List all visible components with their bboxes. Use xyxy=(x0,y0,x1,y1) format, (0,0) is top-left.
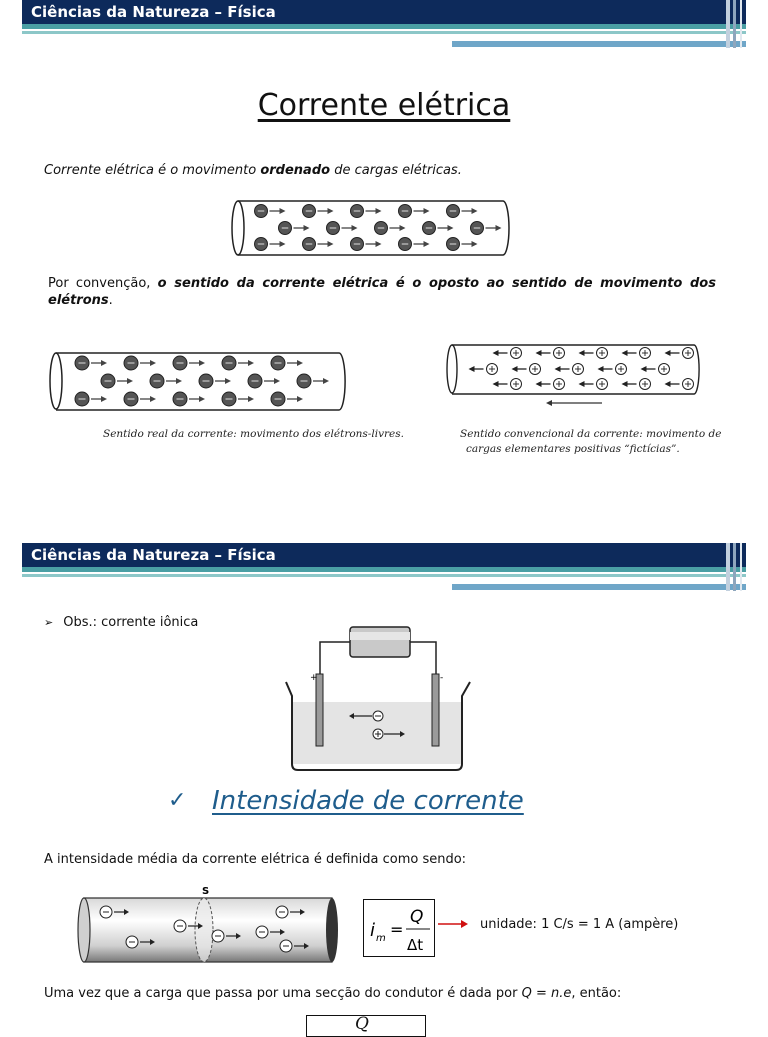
conductor-section-figure xyxy=(74,884,342,968)
electron-icon xyxy=(173,392,205,406)
charge-sentence xyxy=(44,985,621,1002)
header-band-2 xyxy=(22,543,746,567)
formula-denominator: Δt xyxy=(407,936,424,954)
electron-icon xyxy=(173,356,205,370)
positive-charge-icon xyxy=(493,379,522,390)
electron-icon xyxy=(279,222,310,235)
electron-icon xyxy=(124,356,156,370)
header-stripe-light-2 xyxy=(22,574,746,577)
positive-charge-icon xyxy=(512,364,541,375)
electron-icon xyxy=(222,356,254,370)
header-edge-2 xyxy=(733,543,736,591)
positive-charge-icon xyxy=(622,379,651,390)
electron-icon xyxy=(471,222,502,235)
electron-icon xyxy=(248,374,280,388)
electron-icon xyxy=(150,374,182,388)
electron-icon xyxy=(255,205,286,218)
conductor-electrons-figure xyxy=(228,196,518,260)
definition-part: de cargas elétricas. xyxy=(330,163,462,178)
check-icon: ✓ xyxy=(168,788,187,813)
electron-icon xyxy=(255,238,286,251)
header-title: Ciências da Natureza – Física xyxy=(31,3,276,21)
positive-charge-icon xyxy=(579,348,608,359)
electron-icon xyxy=(101,374,133,388)
definition-text xyxy=(44,162,462,179)
electron-icon xyxy=(423,222,454,235)
caption-conventional-current-2: cargas elementares positivas “fictícias”. xyxy=(466,443,680,455)
header-stripe xyxy=(22,24,746,29)
convention-bold: o sentido da corrente elétrica é o oposto ao sentido de movimento dos elétrons xyxy=(48,276,716,308)
positive-charge-icon xyxy=(622,348,651,359)
header-band xyxy=(22,0,746,24)
formula-box xyxy=(363,899,435,957)
positive-charge-icon xyxy=(536,379,565,390)
electron-icon xyxy=(351,205,382,218)
header-stripe-light xyxy=(22,31,746,34)
svg-text:=: = xyxy=(390,920,404,939)
intro-text: A intensidade média da corrente elétrica é definida como sendo: xyxy=(44,852,467,867)
red-arrow-icon xyxy=(436,918,470,930)
electron-icon xyxy=(351,238,382,251)
positive-charge-icon xyxy=(665,348,694,359)
formula-subscript: m xyxy=(376,933,386,944)
definition-part: Corrente elétrica é o movimento xyxy=(44,163,261,178)
header-edge xyxy=(726,0,730,48)
unit-text: unidade: 1 C/s = 1 A (ampère) xyxy=(480,917,679,932)
header-edge xyxy=(740,0,742,48)
caption-real-current: Sentido real da corrente: movimento dos elétrons-livres. xyxy=(103,428,404,440)
electron-icon xyxy=(222,392,254,406)
header-stripe-2 xyxy=(22,567,746,572)
convention-text xyxy=(48,275,716,309)
convention-part: Por convenção, xyxy=(48,276,158,291)
positive-charge-icon xyxy=(579,379,608,390)
charge-sentence-part: , então: xyxy=(571,986,622,1001)
bullet-arrow-icon: ➢ xyxy=(44,616,54,629)
charge-formula: Q = n.e xyxy=(521,986,572,1001)
definition-bold: ordenado xyxy=(260,163,331,178)
formula-im xyxy=(364,900,434,956)
electron-icon xyxy=(124,392,156,406)
electron-icon xyxy=(399,205,430,218)
electron-icon xyxy=(327,222,358,235)
electron-icon xyxy=(447,205,478,218)
electrode-plus-label: + xyxy=(310,673,318,683)
electron-icon xyxy=(399,238,430,251)
electron-icon xyxy=(199,374,231,388)
positive-charge-icon xyxy=(536,348,565,359)
electron-icon xyxy=(297,374,329,388)
conductor-real-current-figure xyxy=(46,348,352,416)
electron-icon xyxy=(303,238,334,251)
section-title: Intensidade de corrente xyxy=(212,786,524,816)
header-stripe-blue xyxy=(452,41,746,47)
electron-icon xyxy=(271,356,303,370)
obs-text: Obs.: corrente iônica xyxy=(63,615,199,630)
electron-icon xyxy=(75,392,107,406)
electron-icon xyxy=(271,392,303,406)
charge-sentence-part: Uma vez que a carga que passa por uma secção do condutor é dada por xyxy=(44,986,522,1001)
electrode-minus-label: - xyxy=(440,673,444,683)
header-edge xyxy=(733,0,736,48)
obs-item xyxy=(44,614,198,631)
electron-icon xyxy=(75,356,107,370)
positive-charge-icon xyxy=(598,364,627,375)
positive-charge-icon xyxy=(665,379,694,390)
header-edge-2 xyxy=(726,543,730,591)
section-s-label: S xyxy=(202,886,210,897)
convention-part: . xyxy=(108,293,113,308)
conductor-conventional-current-figure xyxy=(444,340,706,410)
header-stripe-blue-2 xyxy=(452,584,746,590)
formula-numerator: Q xyxy=(410,907,424,927)
header-edge-2 xyxy=(740,543,742,591)
electron-row xyxy=(255,205,502,251)
page-title: Corrente elétrica xyxy=(257,88,511,123)
positive-charge-icon xyxy=(469,364,498,375)
positive-charge-icon xyxy=(555,364,584,375)
ionic-current-figure xyxy=(280,622,480,774)
positive-charge-icon xyxy=(493,348,522,359)
electron-icon xyxy=(375,222,406,235)
positive-charge-icon xyxy=(641,364,670,375)
electron-icon xyxy=(303,205,334,218)
formula2-numerator: Q xyxy=(355,1014,369,1034)
header-title-2: Ciências da Natureza – Física xyxy=(31,546,276,564)
electron-icon xyxy=(447,238,478,251)
caption-conventional-current-1: Sentido convencional da corrente: movimento de xyxy=(460,428,722,440)
formula-lhs: i xyxy=(370,920,376,941)
formula-box-2 xyxy=(306,1015,426,1037)
